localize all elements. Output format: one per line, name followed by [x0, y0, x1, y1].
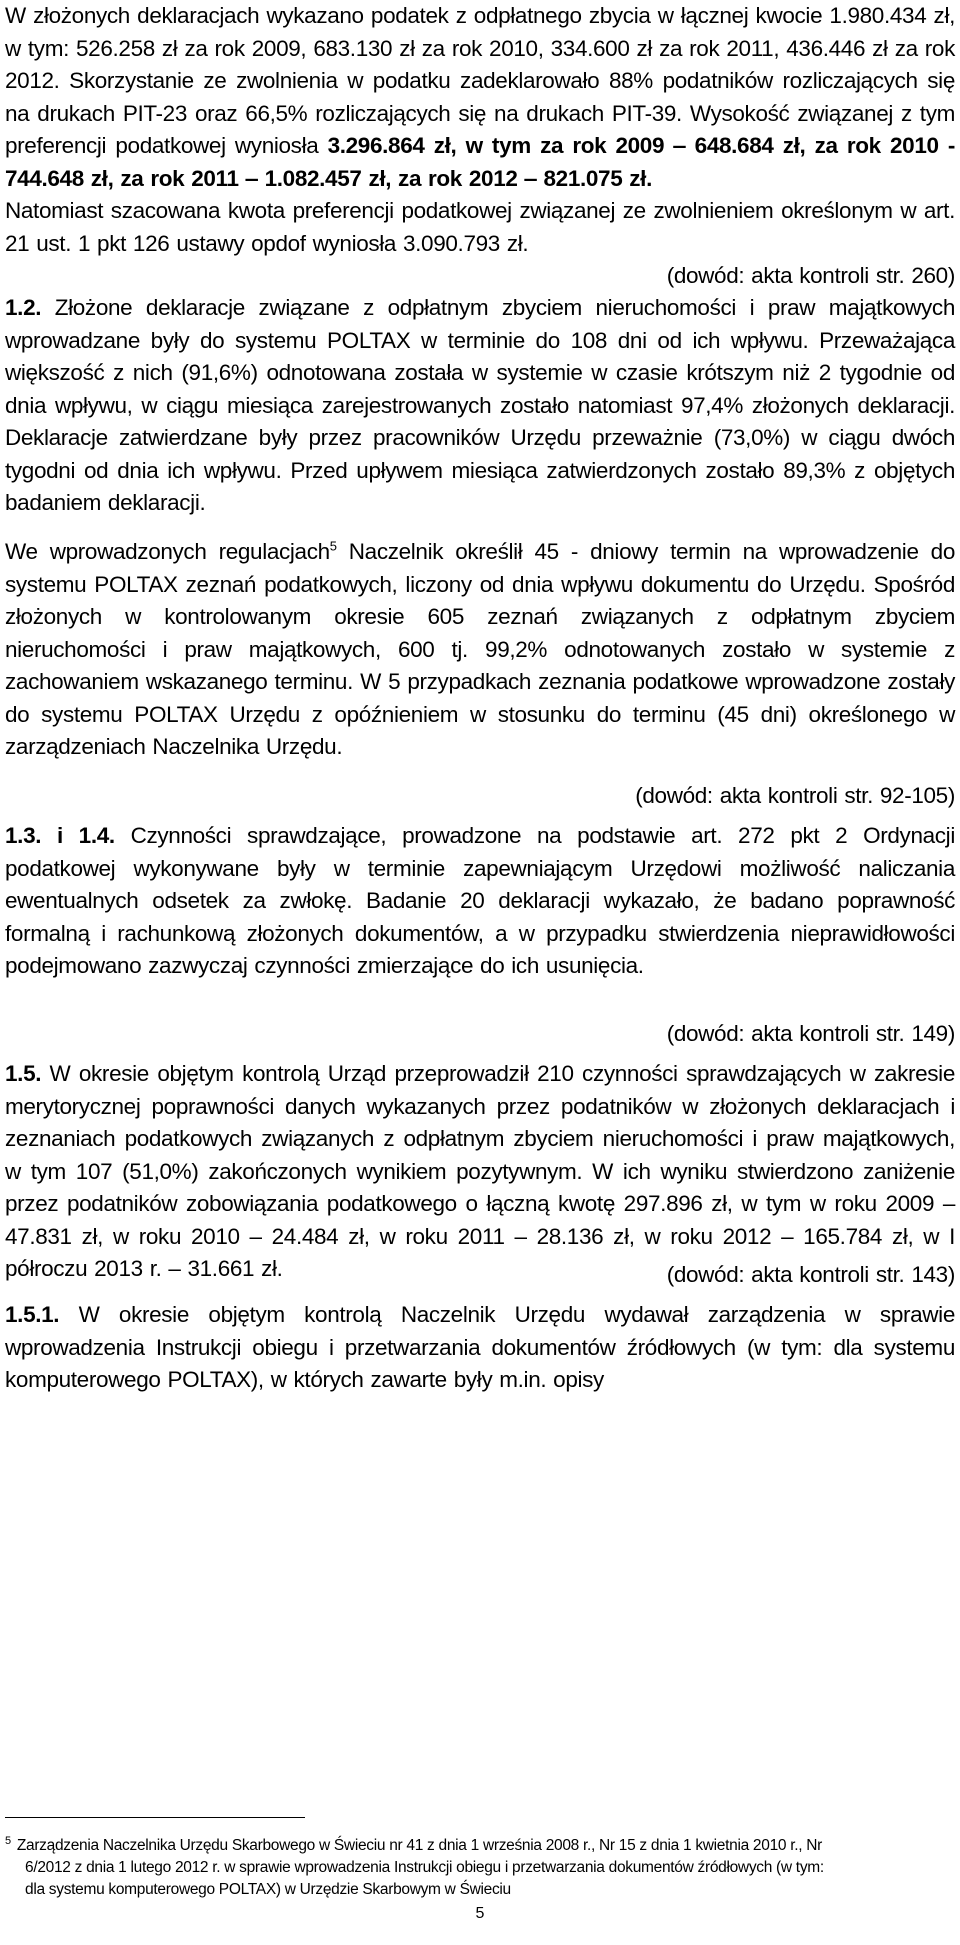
- section-1-2: [5, 292, 955, 520]
- paragraph-tax-summary-text: W złożonych deklaracjach wykazano podatek z odpłatnego zbycia w łącznej kwocie 1.980.434 zł, w tym: 526.258 zł za rok 2009, 683.130 zł za rok 2010, 334.600 zł za rok 2011, 436.446 zł za rok 2012. Skorzystanie ze zwolnienia w podatku zadeklarowało 88% podatników rozliczających się na drukach PIT-23 oraz 66,5% rozliczających się na drukach PIT-39. Wysokość związanej z tym preferencji podatkowej wyniosła: [5, 3, 955, 158]
- section-text: W okresie objętym kontrolą Urząd przeprowadził 210 czynności sprawdzających w zakresie merytorycznej poprawności danych wykazanych przez podatników w złożonych deklaracjach i zeznaniach podatkowych związanych z odpłatnym zbyciem nieruchomości i praw majątkowych, w tym 107 (51,0%) zakończonych wynikiem pozytywnym. W ich wyniku stwierdzono zaniżenie przez podatników zobowiązania podatkowego o łączną kwotę 297.896 zł, w tym w roku 2009 ‒ 47.831 zł, w roku 2010 ‒ 24.484 zł, w roku 2011 ‒ 28.136 zł, w roku 2012 ‒ 165.784 zł, w I półroczu 2013 r. ‒ 31.661 zł.: [5, 1061, 955, 1281]
- section-text: Złożone deklaracje związane z odpłatnym zbyciem nieruchomości i praw majątkowych wprowadzane były do systemu POLTAX w terminie do 108 dni od ich wpływu. Przeważająca większość z nich (91,6%) odnotowana została w systemie w czasie krótszym niż 2 tygodnie od dnia wpływu, w ciągu miesiąca zarejestrowanych zostało natomiast 97,4% złożonych deklaracji. Deklaracje zatwierdzane były przez pracowników Urzędu przeważnie (73,0%) w ciągu dwóch tygodni od dnia ich wpływu. Przed upływem miesiąca zatwierdzonych zostało 89,3% z objętych badaniem deklaracji.: [5, 295, 955, 515]
- footnote-line: 6/2012 z dnia 1 lutego 2012 r. w sprawie wprowadzenia Instrukcji obiegu i przetwarzania dokumentów źródłowych (w tym:: [25, 1859, 824, 1877]
- section-1-5: [5, 1058, 955, 1286]
- section-text: W okresie objętym kontrolą Naczelnik Urzędu wydawał zarządzenia w sprawie wprowadzenia Instrukcji obiegu i przetwarzania dokumentów źródłowych (w tym: dla systemu komputerowego POLTAX), w których zawarte były m.in. opisy: [5, 1302, 955, 1392]
- paragraph-tax-summary: [5, 0, 955, 195]
- paragraph-text: We wprowadzonych regulacjach: [5, 539, 330, 564]
- section-1-5-1: [5, 1299, 955, 1397]
- section-number: 1.5.: [5, 1061, 42, 1086]
- paragraph-text: Naczelnik określił 45 - dniowy termin na wprowadzenie do systemu POLTAX zeznań podatkowych, liczony od dnia wpływu dokumentu do Urzędu. Spośród złożonych w kontrolowanym okresie 605 zeznań związanych z odpłatnym zbyciem nieruchomości i praw majątkowych, 600 tj. 99,2% odnotowanych zostało w systemie z zachowaniem wskazanego terminu. W 5 przypadkach zeznania podatkowe wprowadzone zostały do systemu POLTAX Urzędu z opóźnieniem w stosunku do terminu (45 dni) określonego w zarządzeniach Naczelnika Urzędu.: [5, 539, 956, 759]
- paragraph-regulations: [5, 536, 955, 764]
- evidence-reference: (dowód: akta kontroli str. 260): [666, 263, 955, 288]
- paragraph-estimated-preference: Natomiast szacowana kwota preferencji podatkowej związanej ze zwolnieniem określonym w art. 21 ust. 1 pkt 126 ustawy opdof wyniosła 3.090.793 zł.: [5, 198, 955, 256]
- evidence-reference: (dowód: akta kontroli str. 92-105): [635, 783, 955, 808]
- section-number: 1.2.: [5, 295, 42, 320]
- page-number: 5: [475, 1905, 485, 1922]
- footnote-divider: [5, 1817, 305, 1818]
- section-number: 1.3. i 1.4.: [5, 823, 115, 848]
- footnote-number: 5: [5, 1835, 11, 1847]
- section-number: 1.5.1.: [5, 1302, 60, 1327]
- footnote-line: dla systemu komputerowego POLTAX) w Urzędzie Skarbowym w Świeciu: [25, 1881, 511, 1899]
- evidence-reference: (dowód: akta kontroli str. 143): [666, 1262, 955, 1287]
- evidence-reference: (dowód: akta kontroli str. 149): [666, 1021, 955, 1046]
- section-1-3-1-4: [5, 820, 955, 983]
- footnote: [5, 1830, 955, 1901]
- footnote-line: Zarządzenia Naczelnika Urzędu Skarbowego w Świeciu nr 41 z dnia 1 września 2008 r., Nr 15 z dnia 1 kwietnia 2010 r., Nr: [16, 1837, 822, 1855]
- footnote-reference: 5: [329, 538, 337, 554]
- section-text: Czynności sprawdzające, prowadzone na podstawie art. 272 pkt 2 Ordynacji podatkowej wykonywane były w terminie zapewniającym Urzędowi możliwość naliczania ewentualnych odsetek za zwłokę. Badanie 20 deklaracji wykazało, że badano poprawność formalną i rachunkową złożonych dokumentów, a w przypadku stwierdzenia nieprawidłowości podejmowano zazwyczaj czynności zmierzające do ich usunięcia.: [5, 823, 955, 978]
- preference-amount-bold: 3.296.864 zł, w tym za rok 2009 ‒ 648.684 zł, za rok 2010 - 744.648 zł, za rok 2011 ‒ 1.082.457 zł, za rok 2012 ‒ 821.075 zł.: [5, 133, 955, 191]
